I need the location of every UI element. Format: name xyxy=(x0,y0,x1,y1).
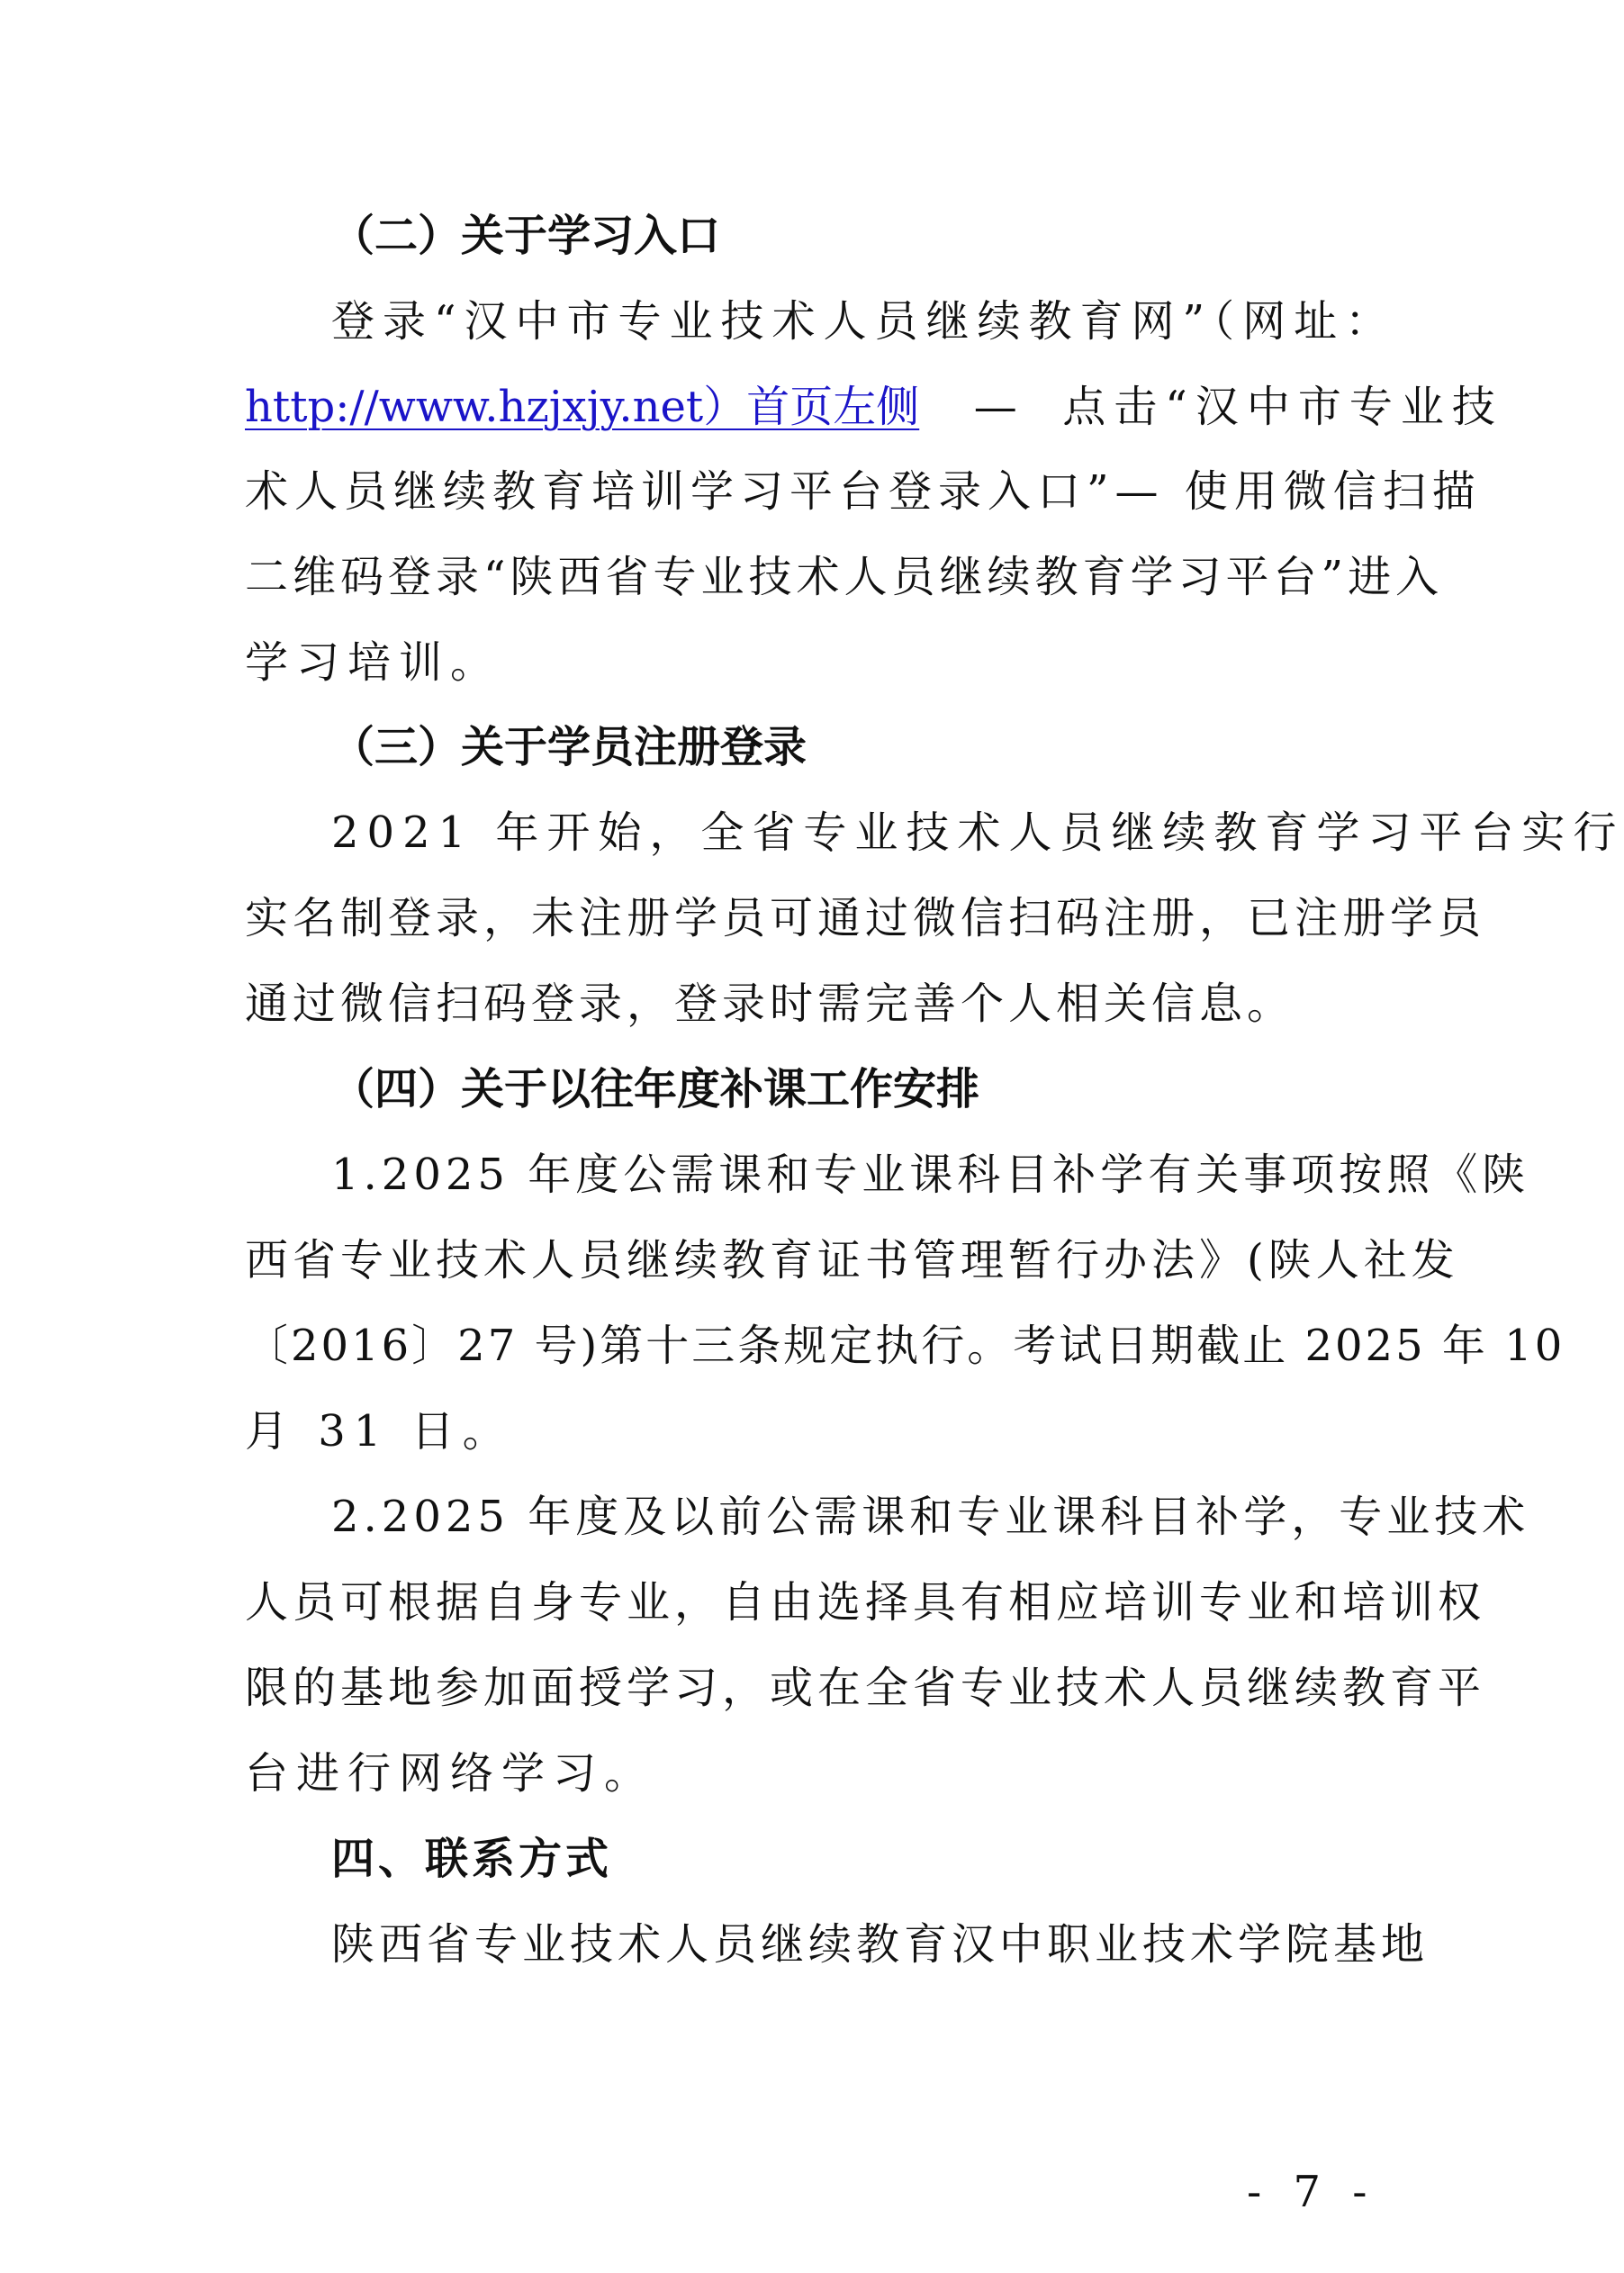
section-2-heading: （二）关于学习入口 xyxy=(331,211,721,261)
section-4-heading: （四）关于以往年度补课工作安排 xyxy=(331,1064,980,1114)
section-2-line-2 xyxy=(245,371,1503,443)
contact-line: 陕西省专业技术人员继续教育汉中职业技术学院基地 xyxy=(331,1919,1430,1970)
section-2-line-3: 术人员继续教育培训学习平台登录入口”— 使用微信扫描 xyxy=(245,466,1482,517)
section-4-item-1-line-4: 月 31 日。 xyxy=(245,1406,514,1457)
section-4-item-1-line-1: 1.2025 年度公需课和专业课科目补学有关事项按照《陕 xyxy=(331,1150,1530,1200)
page-number: - 7 - xyxy=(1247,2167,1376,2217)
section-4-item-2-line-4: 台进行网络学习。 xyxy=(245,1748,656,1799)
section-3-line-2: 实名制登录，未注册学员可通过微信扫码注册，已注册学员 xyxy=(245,893,1486,943)
section-2-line-1: 登录“汉中市专业技术人员继续教育网”（网址： xyxy=(331,296,1397,347)
section-4-item-2-line-1: 2.2025 年度及以前公需课和专业课科目补学，专业技术 xyxy=(331,1492,1530,1542)
section-4-item-1-line-3: 〔2016〕27 号)第十三条规定执行。考试日期截止 2025 年 10 xyxy=(245,1321,1565,1371)
section-2-dash: — xyxy=(973,382,1017,432)
section-4-item-1-line-2: 西省专业技术人员继续教育证书管理暂行办法》(陕人社发 xyxy=(245,1235,1459,1285)
section-4-item-2-line-2: 人员可根据自身专业，自由选择具有相应培训专业和培训权 xyxy=(245,1577,1486,1628)
section-4-item-2-line-3: 限的基地参加面授学习，或在全省专业技术人员继续教育平 xyxy=(245,1663,1486,1713)
website-link[interactable]: http://www.hzjxjy.net）首页左侧 xyxy=(245,382,920,432)
section-2-line-5: 学习培训。 xyxy=(245,637,502,688)
section-3-heading: （三）关于学员注册登录 xyxy=(331,722,807,772)
section-3-line-3: 通过微信扫码登录，登录时需完善个人相关信息。 xyxy=(245,979,1295,1029)
section-3-line-1: 2021 年开始，全省专业技术人员继续教育学习平台实行 xyxy=(331,807,1624,858)
section-2-line-4: 二维码登录“陕西省专业技术人员继续教育学习平台”进入 xyxy=(245,552,1444,602)
contact-heading: 四、联系方式 xyxy=(331,1834,613,1884)
section-2-line-2-text: 点击“汉中市专业技 xyxy=(1062,382,1503,432)
